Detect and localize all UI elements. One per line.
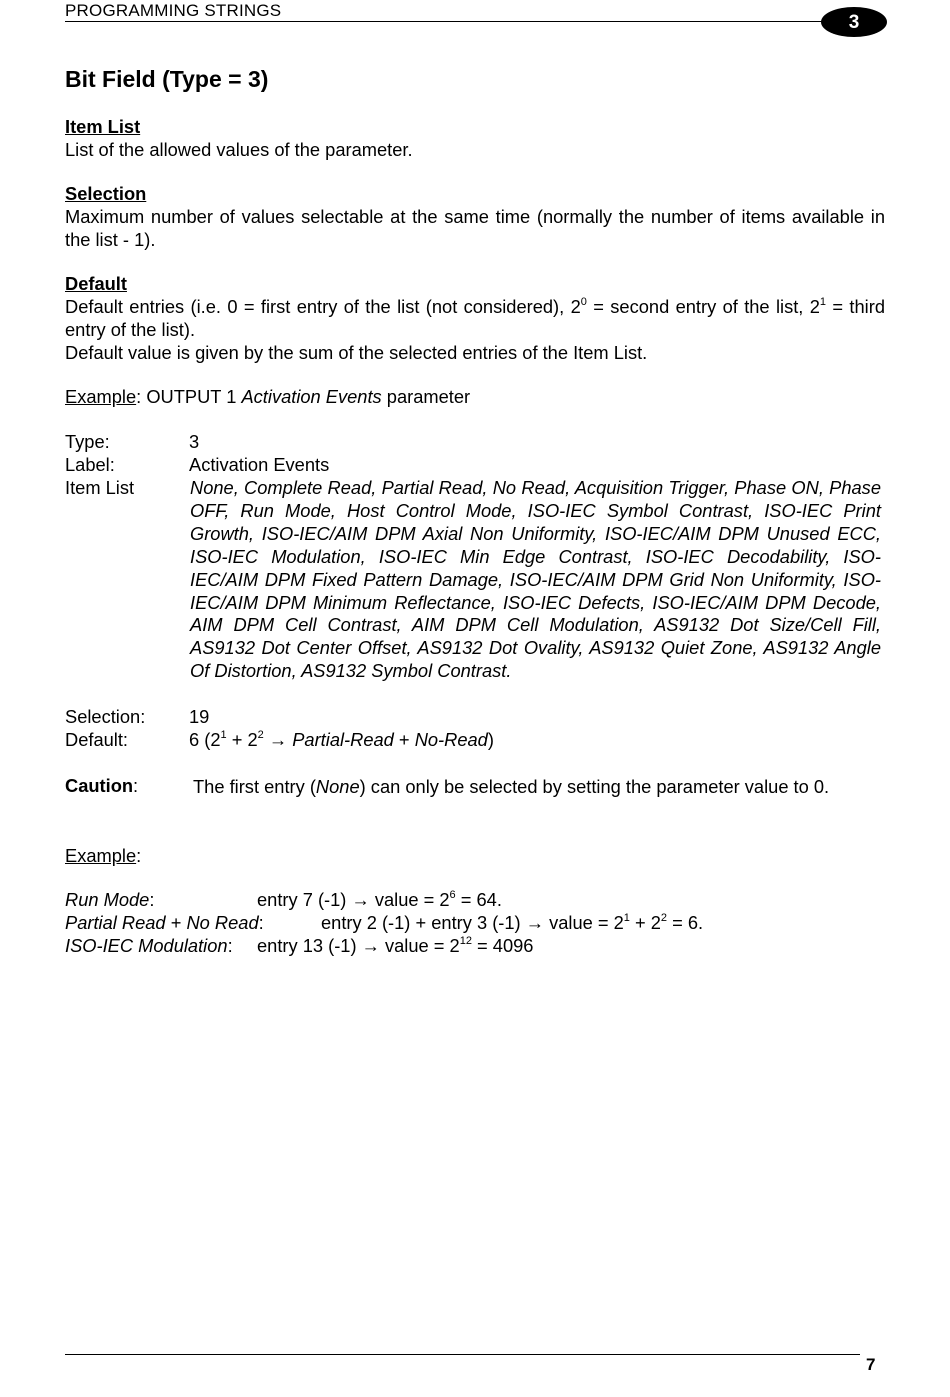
example-row-value: entry 2 (-1) + entry 3 (-1) → value = $2^1 + 2^2 = 6$. bbox=[321, 912, 704, 933]
item-list-block bbox=[65, 115, 885, 161]
page-number: 7 bbox=[866, 1355, 876, 1374]
default-heading: Default bbox=[65, 273, 127, 294]
example-label: Example bbox=[65, 386, 137, 407]
selection-label: Selection: bbox=[65, 706, 146, 727]
chapter-badge: 3 bbox=[821, 7, 887, 37]
type-label: Type: bbox=[65, 431, 110, 452]
footer-rule bbox=[65, 1354, 860, 1355]
section-title: Bit Field (Type = 3) bbox=[65, 66, 269, 92]
selection-text: Maximum number of values selectable at the same time (normally the number of items available in the list - 1). bbox=[65, 206, 885, 250]
item-list-label: Item List bbox=[65, 477, 135, 498]
running-header-title: PROGRAMMING STRINGS bbox=[65, 1, 282, 20]
default-text-line1: Default entries (i.e. 0 = first entry of the list (not considered), $2^0$ = second entry of the list, $2^1$ = third entry of the list). bbox=[65, 296, 885, 340]
default-label: Default: bbox=[65, 729, 129, 750]
example-row-name: Partial Read + No Read: bbox=[65, 912, 264, 933]
caution-label: Caution: bbox=[65, 775, 139, 796]
example2-heading: Example: bbox=[65, 845, 142, 866]
header-rule bbox=[65, 21, 835, 22]
label-value: Activation Events bbox=[189, 454, 330, 475]
default-block bbox=[65, 272, 885, 364]
example-row-value: entry 7 (-1) → value = $2^6 = 64$. bbox=[257, 889, 502, 910]
example-row-name: ISO-IEC Modulation: bbox=[65, 935, 233, 956]
example-row-name: Run Mode: bbox=[65, 889, 155, 910]
selection-value: 19 bbox=[189, 706, 210, 727]
caution-text: The first entry (None) can only be selected by setting the parameter value to 0. bbox=[193, 776, 830, 797]
selection-heading: Selection bbox=[65, 183, 147, 204]
example-row-value: entry 13 (-1) → value = $2^{12} = 4096$ bbox=[257, 935, 534, 956]
label-label: Label: bbox=[65, 454, 115, 475]
item-list-value: None, Complete Read, Partial Read, No Read, Acquisition Trigger, Phase ON, Phase OFF, Run Mode, Host Control Mode, ISO-IEC Symbol Contrast, ISO-IEC Print Growth, ISO-IEC/AIM DPM Axial Non Uniformity, ISO-IEC/AIM DPM Unused ECC, ISO-IEC Modulation, ISO-IEC Min Edge Contrast, ISO-IEC Decodability, ISO-IEC/AIM DPM Fixed Pattern Damage, ISO-IEC/AIM DPM Grid Non Uniformity, ISO-IEC/AIM DPM Minimum Reflectance, ISO-IEC Defects, ISO-IEC/AIM DPM Decode, AIM DPM Cell Contrast, AIM DPM Cell Modulation, AS9132 Dot Size/Cell Fill, AS9132 Dot Center Offset, AS9132 Dot Ovality, AS9132 Quiet Zone, AS9132 Angle Of Distortion, AS9132 Symbol Contrast. bbox=[190, 477, 881, 682]
item-list-text: List of the allowed values of the parameter. bbox=[65, 139, 413, 160]
type-value: 3 bbox=[189, 431, 200, 452]
default-text-line2: Default value is given by the sum of the selected entries of the Item List. bbox=[65, 342, 648, 363]
default-value: 6 ($2^1 + 2^2$ → Partial-Read + No-Read) bbox=[189, 729, 494, 750]
item-list-heading: Item List bbox=[65, 116, 141, 137]
example-output-line: Example: OUTPUT 1 Activation Events parameter bbox=[65, 386, 471, 407]
selection-block bbox=[65, 182, 885, 251]
